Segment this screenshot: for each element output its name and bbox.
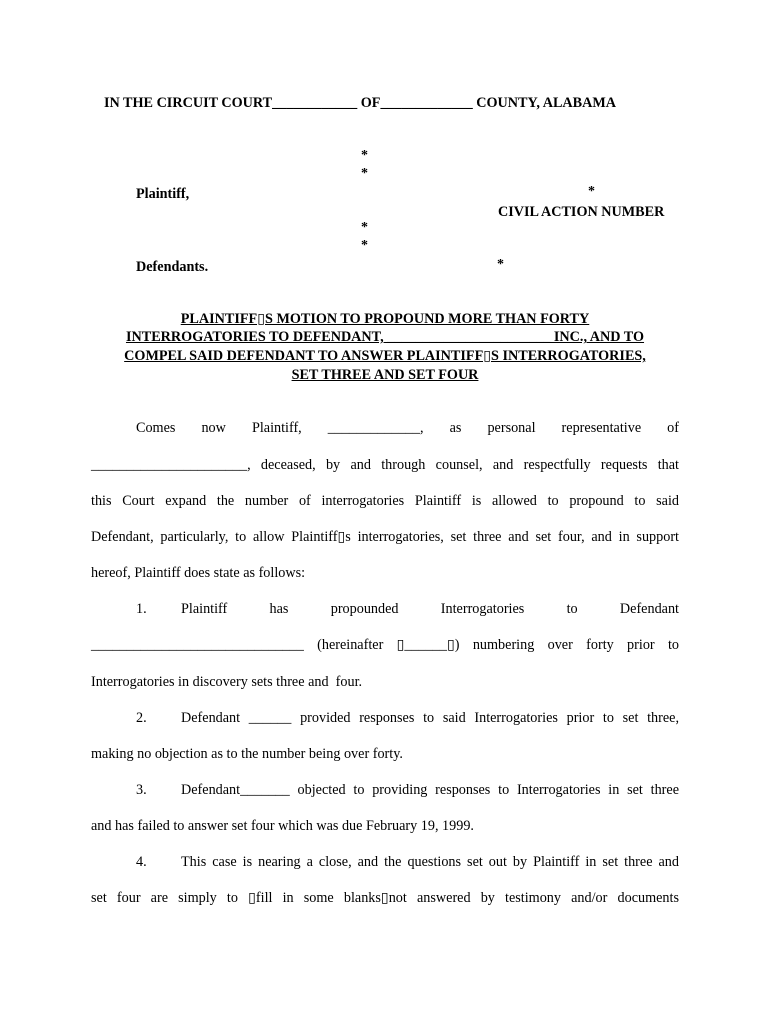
body-line: Defendant, particularly, to allow Plaintiff▯s interrogatories, set three and set four, and in support — [91, 529, 679, 545]
body-line: set four are simply to ▯fill in some blanks▯not answered by testimony and/or documents — [91, 890, 679, 906]
caption-star: * — [361, 238, 368, 253]
plaintiff-label: Plaintiff, — [136, 186, 190, 202]
paragraph-number: 1. — [136, 601, 147, 617]
body-line: This case is nearing a close, and the questions set out by Plaintiff in set three and — [181, 854, 679, 870]
body-line: Defendant_______ objected to providing responses to Interrogatories in set three — [181, 782, 679, 798]
motion-title-line: SET THREE AND SET FOUR — [291, 367, 479, 383]
paragraph-number: 3. — [136, 782, 147, 798]
caption-star: * — [588, 184, 595, 199]
body-line: Defendant ______ provided responses to said Interrogatories prior to set three, — [181, 710, 679, 726]
motion-title-line: PLAINTIFF▯S MOTION TO PROPOUND MORE THAN FORTY — [180, 311, 590, 327]
body-line: this Court expand the number of interrogatories Plaintiff is allowed to propound to said — [91, 493, 679, 509]
motion-title-line: COMPEL SAID DEFENDANT TO ANSWER PLAINTIFF▯S INTERROGATORIES, — [124, 348, 646, 364]
body-line: ______________________, deceased, by and through counsel, and respectfully requests that — [91, 457, 679, 473]
body-line: Comes now Plaintiff, _____________, as personal representative of — [136, 420, 679, 436]
body-line: ______________________________ (hereinafter ▯______▯) numbering over forty prior to — [91, 637, 679, 653]
court-heading: IN THE CIRCUIT COURT____________ OF_____________ COUNTY, ALABAMA — [104, 95, 617, 111]
body-line: Plaintiff has propounded Interrogatories to Defendant — [181, 601, 679, 617]
civil-action-label: CIVIL ACTION NUMBER — [498, 204, 665, 220]
motion-title-line: INTERROGATORIES TO DEFENDANT, _______________________ INC., AND TO — [125, 329, 645, 345]
body-line: making no objection as to the number being over forty. — [91, 746, 403, 762]
paragraph-number: 4. — [136, 854, 147, 870]
caption-star: * — [361, 220, 368, 235]
body-line: Interrogatories in discovery sets three and four. — [91, 674, 363, 690]
caption-star: * — [497, 257, 504, 272]
body-line: and has failed to answer set four which was due February 19, 1999. — [91, 818, 474, 834]
caption-star: * — [361, 166, 368, 181]
paragraph-number: 2. — [136, 710, 147, 726]
defendants-label: Defendants. — [136, 259, 209, 275]
body-line: hereof, Plaintiff does state as follows: — [91, 565, 306, 581]
caption-star: * — [361, 148, 368, 163]
